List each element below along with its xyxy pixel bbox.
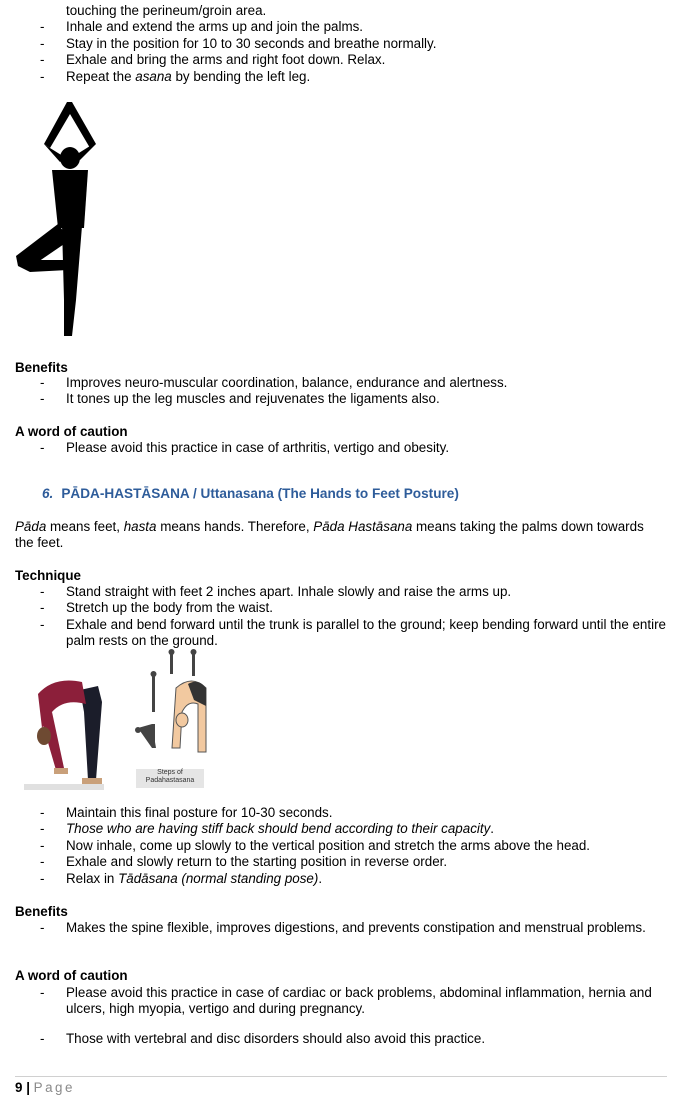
list-item: - Those with vertebral and disc disorders should also avoid this practice.: [40, 1030, 486, 1046]
list-item: - Exhale and bring the arms and right foot down. Relax.: [40, 52, 386, 68]
list-item: - Stand straight with feet 2 inches apart. Inhale slowly and raise the arms up.: [40, 584, 512, 599]
list-item: - Inhale and extend the arms up and join the palms.: [40, 19, 364, 35]
benefits-heading: Benefits: [15, 360, 68, 375]
list-item: - Please avoid this practice in case of arthritis, vertigo and obesity.: [40, 440, 450, 455]
list-text: touching the perineum/groin area.: [66, 3, 267, 18]
list-item: - Exhale and slowly return to the starting position in reverse order.: [40, 854, 448, 870]
list-item: - Stretch up the body from the waist.: [40, 600, 273, 616]
benefits-list: [0, 920, 700, 936]
list-item: - Those who are having stiff back should bend according to their capacity.: [40, 821, 495, 837]
section-title-text: PĀDA-HASTĀSANA / Uttanasana (The Hands to Feet Posture): [61, 486, 459, 501]
list-item: - It tones up the leg muscles and rejuvenates the ligaments also.: [40, 391, 440, 407]
footer-divider: [15, 1076, 667, 1077]
list-item: - Please avoid this practice in case of cardiac or back problems, abdominal inflammation, hernia and ulcers, high myopia, vertigo and during pregnancy.: [40, 985, 652, 1017]
page-label: Page: [33, 1080, 75, 1095]
figure-caption: Steps of Padahastasana: [136, 769, 204, 788]
list-item: - Relax in Tādāsana (normal standing pose).: [40, 870, 323, 886]
intro-paragraph: Pāda means feet, hasta means hands. Therefore, Pāda Hastāsana means taking the palms down towards the feet.: [15, 519, 644, 551]
footer-separator: |: [26, 1080, 30, 1095]
caution-list: [0, 440, 700, 456]
technique-list: [0, 584, 700, 650]
padahastasana-steps-drawing: [132, 648, 212, 770]
page-number: 9: [15, 1080, 23, 1095]
caution-heading: A word of caution: [15, 968, 128, 983]
list-item: - Stay in the position for 10 to 30 seconds and breathe normally.: [40, 35, 437, 51]
page-footer: [15, 1080, 75, 1095]
benefits-heading: Benefits: [15, 904, 68, 919]
top-instruction-list: [0, 3, 700, 85]
section-number: 6.: [42, 486, 54, 501]
technique-list-continued: [0, 805, 700, 887]
list-item: - Makes the spine flexible, improves digestions, and prevents constipation and menstrual problems.: [40, 920, 646, 935]
list-item: - Repeat the asana by bending the left leg.: [40, 68, 311, 84]
tree-pose-illustration: [12, 100, 102, 342]
caution-list: [0, 985, 700, 1047]
benefits-list: [0, 375, 700, 408]
section-title: [42, 486, 459, 501]
list-item: - Improves neuro-muscular coordination, balance, endurance and alertness.: [40, 375, 508, 390]
list-item: [0, 3, 700, 19]
list-item: - Maintain this final posture for 10-30 seconds.: [40, 805, 333, 820]
technique-heading: Technique: [15, 568, 81, 583]
caution-heading: A word of caution: [15, 424, 128, 439]
forward-bend-photo: [24, 672, 104, 790]
list-item: - Now inhale, come up slowly to the vertical position and stretch the arms above the head.: [40, 837, 591, 853]
list-item: - Exhale and bend forward until the trunk is parallel to the ground; keep bending forward until the entire palm rests on the ground.: [40, 616, 666, 649]
